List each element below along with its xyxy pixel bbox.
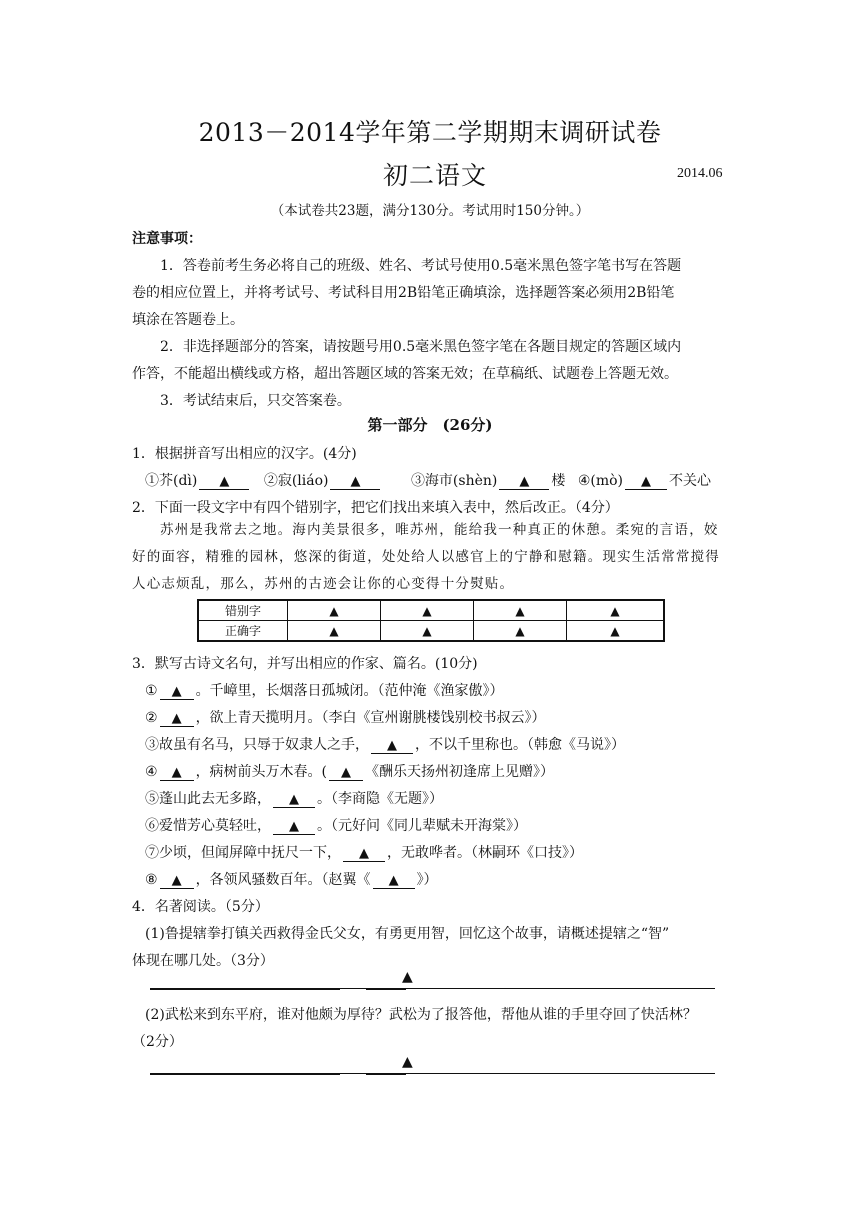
q4-part2-cont: （2分） — [132, 1034, 183, 1050]
q3-item: ④ ▲ ，病树前头万木春。( ▲ 《酬乐天扬州初逢席上见赠》） — [145, 764, 555, 780]
q3-item: ⑧ ▲ ，各领风骚数百年。（赵翼《 ▲ 》） — [145, 872, 438, 888]
answer-marker: ▲ — [641, 474, 652, 489]
answer-blank[interactable] — [625, 474, 667, 490]
answer-marker: ▲ — [402, 1054, 413, 1070]
answer-marker: ▲ — [219, 474, 230, 489]
passage-line: 苏州是我常去之地。海内美景很多，唯苏州，能给我一种真正的休憩。柔宛的言语，姣 — [160, 522, 719, 538]
answer-cell[interactable]: ▲ — [380, 600, 473, 621]
answer-blank[interactable]: ▲ — [343, 846, 385, 862]
q3-item: ② ▲ ，欲上青天揽明月。（李白《宣州谢朓楼饯别校书叔云》） — [145, 710, 546, 726]
q3-stem: 3．默写古诗文名句，并写出相应的作家、篇名。(10分) — [132, 656, 478, 672]
answer-blank[interactable]: ▲ — [329, 765, 363, 781]
q1-item: ②寂(liáo) — [263, 473, 329, 489]
notice-line: 填涂在答题卷上。 — [132, 312, 244, 328]
section-heading: 第一部分 (26分) — [367, 416, 493, 434]
q3-item: ⑦少顷，但闻屏障中抚尺一下， ▲ ，无敢哗者。（林嗣环《口技》） — [145, 845, 583, 861]
answer-blank[interactable] — [330, 474, 380, 490]
answer-cell[interactable]: ▲ — [473, 621, 566, 642]
q4-part1: (1)鲁提辖拳打镇关西救得金氏父女，有勇更用智，回忆这个故事，请概述提辖之“智” — [145, 926, 670, 942]
q2-passage — [132, 517, 732, 598]
notice-line: 1．答卷前考生务必将自己的班级、姓名、考试号使用0.5毫米黑色签字笔书写在答题 — [160, 258, 682, 274]
q2-stem: 2．下面一段文字中有四个错别字，把它们找出来填入表中，然后改正。（4分） — [132, 500, 619, 516]
q4-part2: (2)武松来到东平府，谁对他颇为厚待？武松为了报答他，帮他从谁的手里夺回了快活林？ — [145, 1007, 697, 1023]
notice-line: 卷的相应位置上，并将考试号、考试科目用2B铅笔正确填涂，选择题答案必须用2B铅笔 — [132, 285, 675, 301]
answer-line[interactable] — [150, 1054, 715, 1074]
answer-cell[interactable]: ▲ — [566, 621, 664, 642]
answer-blank[interactable]: ▲ — [373, 873, 415, 889]
table-row — [198, 600, 664, 621]
answer-blank[interactable] — [499, 474, 549, 490]
notice-line: 2．非选择题部分的答案，请按题号用0.5毫米黑色签字笔在各题目规定的答题区域内 — [160, 339, 682, 355]
answer-blank[interactable]: ▲ — [160, 765, 194, 781]
answer-cell[interactable]: ▲ — [473, 600, 566, 621]
answer-marker: ▲ — [519, 474, 530, 489]
q1-stem: 1．根据拼音写出相应的汉字。(4分) — [132, 446, 357, 462]
answer-blank[interactable]: ▲ — [273, 819, 315, 835]
answer-blank[interactable]: ▲ — [273, 792, 315, 808]
row-header: 正确字 — [198, 621, 288, 642]
answer-blank[interactable]: ▲ — [160, 711, 194, 727]
q1-item: 楼 — [551, 473, 566, 489]
notice-heading: 注意事项： — [132, 231, 202, 247]
answer-blank[interactable]: ▲ — [371, 738, 413, 754]
notice-line: 3．考试结束后，只交答案卷。 — [160, 393, 351, 409]
notice-line: 作答，不能超出横线或方格，超出答题区域的答案无效；在草稿纸、试题卷上答题无效。 — [132, 366, 678, 382]
answer-marker: ▲ — [350, 474, 361, 489]
exam-meta: （本试卷共23题，满分130分。考试用时150分钟。） — [270, 203, 590, 219]
answer-cell[interactable]: ▲ — [288, 600, 381, 621]
answer-line[interactable] — [150, 969, 715, 989]
q3-item: ① ▲ 。千嶂里，长烟落日孤城闭。（范仲淹《渔家傲》） — [145, 683, 504, 699]
answer-marker: ▲ — [402, 969, 413, 985]
q4-part1-cont: 体现在哪几处。（3分） — [132, 953, 274, 969]
exam-title: 2013－2014学年第二学期期末调研试卷 — [198, 118, 662, 147]
passage-line: 人心志烦乱，那么，苏州的古迹会让你的心变得十分熨贴。 — [132, 576, 515, 592]
exam-subtitle: 初二语文 — [383, 161, 488, 190]
q1-item: ①芥(dì) — [145, 473, 198, 489]
row-header: 错别字 — [198, 600, 288, 621]
q3-item: ⑥爱惜芳心莫轻吐， ▲ 。（元好问《同儿辈赋未开海棠》） — [145, 818, 527, 834]
exam-date: 2014.06 — [677, 166, 723, 181]
typo-table — [197, 599, 665, 642]
q4-stem: 4．名著阅读。（5分） — [132, 899, 269, 915]
q3-item: ⑤蓬山此去无多路， ▲ 。（李商隐《无题》） — [145, 791, 443, 807]
answer-cell[interactable]: ▲ — [566, 600, 664, 621]
table-row — [198, 621, 664, 642]
answer-blank[interactable] — [199, 474, 249, 490]
answer-blank[interactable]: ▲ — [160, 684, 194, 700]
q1-items — [145, 470, 711, 490]
q1-item: 不关心 — [669, 473, 712, 489]
passage-line: 好的面容，精雅的园林，悠深的街道，处处给人以感官上的宁静和慰籍。现实生活常常搅得 — [132, 549, 720, 565]
answer-cell[interactable]: ▲ — [380, 621, 473, 642]
answer-blank[interactable]: ▲ — [160, 873, 194, 889]
q1-item: ③海市(shèn) — [410, 473, 498, 489]
answer-cell[interactable]: ▲ — [288, 621, 381, 642]
q1-item: ④(mò) — [577, 473, 624, 489]
q3-item: ③故虽有名马，只辱于奴隶人之手， ▲ ，不以千里称也。（韩愈《马说》） — [145, 737, 625, 753]
